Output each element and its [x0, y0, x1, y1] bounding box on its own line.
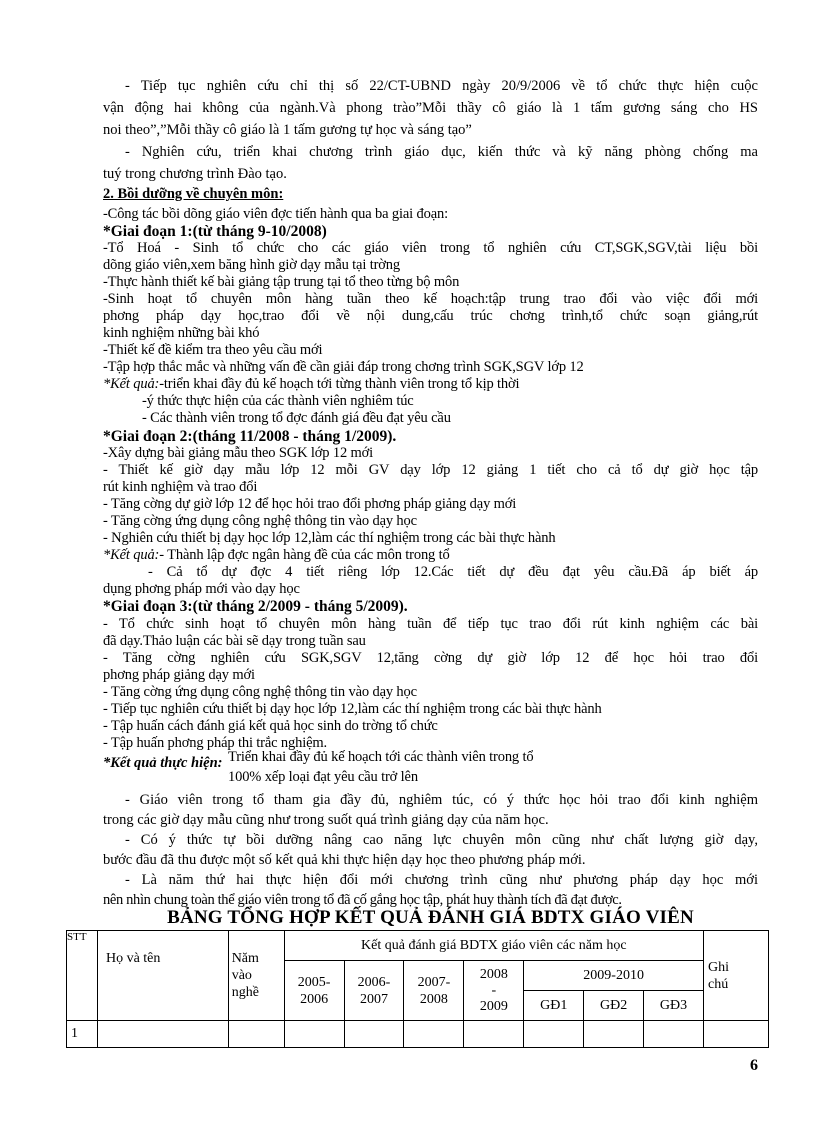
phase2-item: - Tăng cờng dự giờ lớp 12 để học hỏi trao đổi phơng pháp giảng dạy mới — [103, 496, 517, 512]
cell-stt: 1 — [67, 1021, 98, 1048]
header-year-line: 2008 — [419, 991, 448, 1007]
header-year-line: 2006 — [300, 991, 329, 1007]
cell-year — [344, 1021, 404, 1048]
phase1-result-line: - Các thành viên trong tổ đợc đánh giá đều đạt yêu cầu — [142, 410, 451, 426]
header-year-line: 2005- — [297, 974, 331, 990]
header-note — [704, 931, 769, 1021]
phase1-item: dõng giáo viên,xem băng hình giờ dạy mẫu tại trờng — [103, 257, 400, 273]
phase3-item: - Tập huấn cách đánh giá kết quả học sinh do trờng tổ chức — [103, 718, 438, 734]
intro-line: -Công tác bồi dõng giáo viên đợc tiến hành qua ba giai đoạn: — [103, 206, 448, 222]
phase1-item: -Tập hợp thắc mắc và những vấn đề cần giải đáp trong chơng trình SGK,SGV lớp 12 — [103, 359, 584, 375]
phase2-item: - Thiết kế giờ dạy mẫu lớp 12 mỗi GV dạy lớp 12 giảng 1 tiết cho cả tổ dự giờ học tập — [103, 462, 758, 478]
phase1-item: -Thiết kế đề kiểm tra theo yêu cầu mới — [103, 342, 323, 358]
cell-gd — [524, 1021, 584, 1048]
phase1-result — [103, 376, 758, 393]
phase3-item: - Tập huấn phơng pháp thi trắc nghiệm. — [103, 735, 327, 751]
header-gd1: GĐ1 — [524, 991, 584, 1021]
paragraph-line: - Tiếp tục nghiên cứu chỉ thị số 22/CT-UBND ngày 20/9/2006 về tổ chức thực hiện cuộc — [125, 78, 758, 94]
phase3-item: - Tăng cờng nghiên cứu SGK,SGV 12,tăng cờng dự giờ lớp 12 để học hỏi trao đổi — [103, 650, 758, 666]
phase2-heading: *Giai đoạn 2:(tháng 11/2008 - tháng 1/2009). — [103, 428, 397, 445]
phase1-item: kinh nghiệm những bài khó — [103, 325, 260, 341]
header-year-start — [228, 931, 284, 1021]
header-year-start-line: vào — [231, 968, 252, 983]
table-title: BẢNG TỔNG HỢP KẾT QUẢ ĐÁNH GIÁ BDTX GIÁO VIÊN — [167, 907, 694, 928]
paragraph-line: noi theo”,”Mỗi thầy cô giáo là 1 tấm gương tự học và sáng tạo” — [103, 122, 472, 138]
phase1-item: -Tổ Hoá - Sinh tổ chức cho các giáo viên trong tổ nghiên cứu CT,SGK,SGV,tài liệu bồi — [103, 240, 758, 256]
phase3-result-line: 100% xếp loại đạt yêu cầu trở lên — [228, 769, 418, 785]
phase2-item: - Nghiên cứu thiết bị dạy học lớp 12,làm các thí nghiệm trong các bài thực hành — [103, 530, 556, 546]
closing-line: nên nhìn chung toàn thể giáo viên trong tổ đã cố gắng học tập, phát huy thành tích đã đạt được. — [103, 892, 622, 908]
closing-line: - Là năm thứ hai thực hiện đổi mới chương trình cũng như phương pháp dạy học mới — [125, 872, 758, 888]
paragraph-line: tuý trong chương trình Đào tạo. — [103, 166, 287, 182]
header-year-line: - — [491, 982, 497, 998]
header-year-2009: 2009-2010 — [524, 961, 704, 991]
phase1-result-text: -triển khai đầy đủ kế hoạch tới từng thành viên trong tổ kịp thời — [159, 376, 520, 392]
paragraph-line: vận động hai không của ngành.Và phong trào”Mỗi thầy cô giáo là 1 tấm gương sáng cho HS — [103, 100, 758, 116]
phase3-result-line: Triển khai đầy đủ kế hoạch tới các thành viên trong tổ — [228, 749, 534, 765]
header-results: Kết quả đánh giá BDTX giáo viên các năm học — [284, 931, 703, 961]
paragraph-line: - Nghiên cứu, triển khai chương trình giáo dục, kiến thức và kỹ năng phòng chống ma — [125, 144, 758, 160]
header-name: Họ và tên — [97, 931, 228, 1021]
cell-year — [404, 1021, 464, 1048]
header-stt: STT — [67, 931, 98, 1021]
header-year-2006 — [344, 961, 404, 1021]
phase1-item: phơng pháp dạy học,trao đổi về nội dung,cấu trúc chơng trình,tổ chức soạn giảng,rút — [103, 308, 758, 324]
phase2-item: rút kinh nghiệm và trao đổi — [103, 479, 258, 495]
cell-year — [464, 1021, 524, 1048]
header-year-start-line: nghề — [231, 985, 259, 1000]
header-note-line: chú — [708, 976, 729, 992]
phase2-result-text: - Thành lập đợc ngân hàng đề của các môn trong tổ — [159, 547, 450, 563]
phase3-item: đã dạy.Thảo luận các bài sẽ dạy trong tuần sau — [103, 633, 366, 649]
phase3-item: - Tiếp tục nghiên cứu thiết bị dạy học lớp 12,làm các thí nghiệm trong các bài thực hành — [103, 701, 602, 717]
phase3-heading: *Giai đoạn 3:(từ tháng 2/2009 - tháng 5/2009). — [103, 598, 408, 615]
phase2-item: - Tăng cờng ứng dụng công nghệ thông tin vào dạy học — [103, 513, 417, 529]
phase3-item: - Tăng cờng ứng dụng công nghệ thông tin vào dạy học — [103, 684, 417, 700]
header-year-line: 2007- — [417, 974, 451, 990]
phase3-item: phơng pháp giảng dạy mới — [103, 667, 255, 683]
cell-note — [704, 1021, 769, 1048]
header-year-line: 2006- — [357, 974, 391, 990]
phase3-item: - Tổ chức sinh hoạt tổ chuyên môn hàng tuần để tiếp tục trao đổi rút kinh nghiệm các bài — [103, 616, 758, 632]
cell-year-start — [228, 1021, 284, 1048]
header-year-start-line: Năm — [231, 951, 259, 966]
summary-table — [66, 930, 769, 1048]
phase3-result-label: *Kết quả thực hiện: — [103, 755, 223, 771]
phase1-item: -Sinh hoạt tổ chuyên môn hàng tuần theo kế hoạch:tập trung trao đổi vào việc đổi mới — [103, 291, 758, 307]
phase1-heading: *Giai đoạn 1:(từ tháng 9-10/2008) — [103, 223, 327, 240]
closing-line: bước đầu đã thu được một số kết quả khi thực hiện dạy học theo phương pháp mới. — [103, 852, 586, 868]
cell-name — [97, 1021, 228, 1048]
header-year-2005 — [284, 961, 344, 1021]
phase2-result — [103, 547, 758, 564]
cell-year — [284, 1021, 344, 1048]
page-number: 6 — [750, 1057, 758, 1074]
closing-line: trong các giờ dạy mẫu cũng như trong suốt quá trình giảng dạy của năm học. — [103, 812, 549, 828]
table-row — [67, 1021, 769, 1048]
header-gd2: GĐ2 — [584, 991, 644, 1021]
cell-gd — [644, 1021, 704, 1048]
phase1-result-label: *Kết quả: — [103, 376, 160, 392]
header-year-2008 — [464, 961, 524, 1021]
header-year-line: 2007 — [359, 991, 388, 1007]
closing-line: - Có ý thức tự bồi dưỡng nâng cao năng lực chuyên môn cũng như chất lượng giờ dạy, — [125, 832, 758, 848]
phase2-result-line: dụng phơng pháp mới vào dạy học — [103, 581, 300, 597]
header-note-line: Ghi — [708, 959, 729, 975]
phase1-item: -Thực hành thiết kế bài giảng tập trung tại tổ theo từng bộ môn — [103, 274, 460, 290]
section-heading: 2. Bồi dưỡng về chuyên môn: — [103, 186, 284, 202]
header-year-line: 2009 — [479, 998, 508, 1014]
header-year-line: 2008 — [479, 966, 508, 982]
cell-gd — [584, 1021, 644, 1048]
phase2-item: -Xây dựng bài giảng mẫu theo SGK lớp 12 mới — [103, 445, 374, 461]
header-gd3: GĐ3 — [644, 991, 704, 1021]
phase1-result-line: -ý thức thực hiện của các thành viên nghiêm túc — [142, 393, 414, 409]
phase2-result-label: *Kết quả: — [103, 547, 160, 563]
phase2-result-line: - Cả tổ dự đợc 4 tiết riêng lớp 12.Các tiết dự đều đạt yêu cầu.Đã áp biết áp — [148, 564, 758, 580]
closing-line: - Giáo viên trong tổ tham gia đầy đủ, nghiêm túc, có ý thức học hỏi trao đổi kinh nghiệm — [125, 792, 758, 808]
header-year-2007 — [404, 961, 464, 1021]
